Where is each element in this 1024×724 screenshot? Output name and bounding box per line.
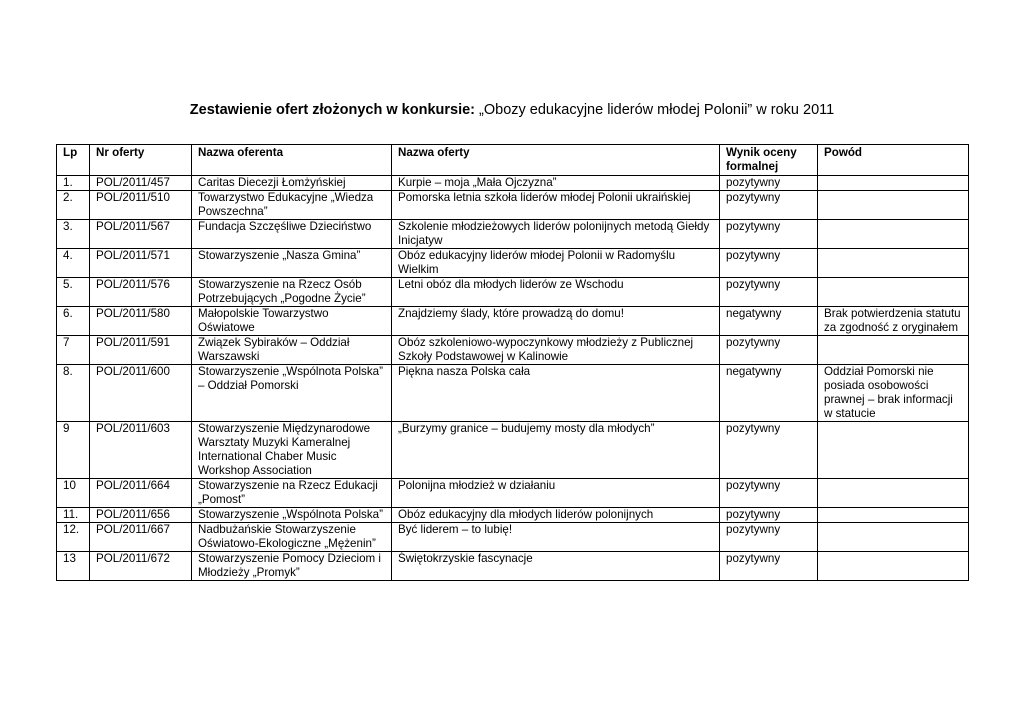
- header-applicant-name: Nazwa oferenta: [192, 145, 392, 176]
- cell-reason: [818, 336, 969, 365]
- cell-lp: 2.: [57, 191, 90, 220]
- cell-lp: 13: [57, 552, 90, 581]
- cell-offer-name: Znajdziemy ślady, które prowadzą do domu!: [392, 307, 720, 336]
- table-row: [57, 552, 969, 581]
- cell-offer-name: „Burzymy granice – budujemy mosty dla młodych”: [392, 422, 720, 479]
- cell-formal-result: negatywny: [720, 365, 818, 422]
- cell-lp: 4.: [57, 249, 90, 278]
- cell-offer-name: Polonijna młodzież w działaniu: [392, 479, 720, 508]
- cell-reason: [818, 479, 969, 508]
- cell-offer-name: Szkolenie młodzieżowych liderów polonijnych metodą Giełdy Inicjatyw: [392, 220, 720, 249]
- cell-applicant-name: Stowarzyszenie „Wspólnota Polska”: [192, 508, 392, 523]
- title-bold-part: Zestawienie ofert złożonych w konkursie:: [189, 102, 476, 118]
- cell-lp: 11.: [57, 508, 90, 523]
- cell-offer-name: Być liderem – to lubię!: [392, 523, 720, 552]
- cell-applicant-name: Nadbużańskie Stowarzyszenie Oświatowo-Ekologiczne „Mężenin”: [192, 523, 392, 552]
- cell-lp: 7: [57, 336, 90, 365]
- table-row: [57, 365, 969, 422]
- cell-offer-number: POL/2011/591: [90, 336, 192, 365]
- cell-reason: [818, 220, 969, 249]
- cell-lp: 10: [57, 479, 90, 508]
- cell-lp: 1.: [57, 176, 90, 191]
- header-reason: Powód: [818, 145, 969, 176]
- table-row: [57, 523, 969, 552]
- cell-applicant-name: Fundacja Szczęśliwe Dzieciństwo: [192, 220, 392, 249]
- cell-offer-number: POL/2011/603: [90, 422, 192, 479]
- cell-offer-number: POL/2011/576: [90, 278, 192, 307]
- cell-offer-number: POL/2011/571: [90, 249, 192, 278]
- cell-reason: [818, 278, 969, 307]
- cell-applicant-name: Stowarzyszenie „Nasza Gmina”: [192, 249, 392, 278]
- cell-applicant-name: Związek Sybiraków – Oddział Warszawski: [192, 336, 392, 365]
- cell-offer-name: Świętokrzyskie fascynacje: [392, 552, 720, 581]
- table-row: [57, 508, 969, 523]
- cell-formal-result: negatywny: [720, 307, 818, 336]
- cell-reason: [818, 176, 969, 191]
- header-formal-result: Wynik oceny formalnej: [720, 145, 818, 176]
- cell-offer-name: Obóz edukacyjny liderów młodej Polonii w Radomyślu Wielkim: [392, 249, 720, 278]
- document-title: [0, 101, 1024, 119]
- cell-formal-result: pozytywny: [720, 191, 818, 220]
- cell-lp: 9: [57, 422, 90, 479]
- cell-offer-number: POL/2011/656: [90, 508, 192, 523]
- cell-formal-result: pozytywny: [720, 278, 818, 307]
- cell-applicant-name: Stowarzyszenie na Rzecz Osób Potrzebujących „Pogodne Życie”: [192, 278, 392, 307]
- cell-reason: [818, 523, 969, 552]
- cell-applicant-name: Towarzystwo Edukacyjne „Wiedza Powszechna”: [192, 191, 392, 220]
- cell-lp: 5.: [57, 278, 90, 307]
- cell-offer-number: POL/2011/667: [90, 523, 192, 552]
- cell-applicant-name: Stowarzyszenie Pomocy Dzieciom i Młodzieży „Promyk”: [192, 552, 392, 581]
- table-row: [57, 176, 969, 191]
- cell-reason: Brak potwierdzenia statutu za zgodność z oryginałem: [818, 307, 969, 336]
- cell-lp: 8.: [57, 365, 90, 422]
- table-row: [57, 249, 969, 278]
- table-row: [57, 278, 969, 307]
- cell-formal-result: pozytywny: [720, 552, 818, 581]
- title-normal-part: „Obozy edukacyjne liderów młodej Polonii” w roku 2011: [475, 102, 835, 118]
- cell-offer-name: Letni obóz dla młodych liderów ze Wschodu: [392, 278, 720, 307]
- cell-formal-result: pozytywny: [720, 336, 818, 365]
- cell-applicant-name: Stowarzyszenie na Rzecz Edukacji „Pomost”: [192, 479, 392, 508]
- cell-reason: [818, 552, 969, 581]
- cell-offer-number: POL/2011/510: [90, 191, 192, 220]
- cell-reason: [818, 422, 969, 479]
- table-row: [57, 479, 969, 508]
- cell-formal-result: pozytywny: [720, 220, 818, 249]
- cell-offer-name: Pomorska letnia szkoła liderów młodej Polonii ukraińskiej: [392, 191, 720, 220]
- offers-table: [56, 144, 969, 581]
- cell-lp: 3.: [57, 220, 90, 249]
- cell-formal-result: pozytywny: [720, 249, 818, 278]
- table-row: [57, 336, 969, 365]
- cell-applicant-name: Małopolskie Towarzystwo Oświatowe: [192, 307, 392, 336]
- cell-formal-result: pozytywny: [720, 479, 818, 508]
- cell-formal-result: pozytywny: [720, 508, 818, 523]
- header-offer-number: Nr oferty: [90, 145, 192, 176]
- cell-offer-number: POL/2011/580: [90, 307, 192, 336]
- cell-reason: [818, 249, 969, 278]
- cell-reason: [818, 508, 969, 523]
- cell-applicant-name: Caritas Diecezji Łomżyńskiej: [192, 176, 392, 191]
- cell-reason: Oddział Pomorski nie posiada osobowości prawnej – brak informacji w statucie: [818, 365, 969, 422]
- header-offer-name: Nazwa oferty: [392, 145, 720, 176]
- table-row: [57, 307, 969, 336]
- cell-formal-result: pozytywny: [720, 523, 818, 552]
- cell-offer-number: POL/2011/457: [90, 176, 192, 191]
- cell-formal-result: pozytywny: [720, 176, 818, 191]
- cell-offer-name: Obóz edukacyjny dla młodych liderów polonijnych: [392, 508, 720, 523]
- cell-lp: 6.: [57, 307, 90, 336]
- cell-offer-number: POL/2011/672: [90, 552, 192, 581]
- table-row: [57, 422, 969, 479]
- cell-offer-number: POL/2011/600: [90, 365, 192, 422]
- header-lp: Lp: [57, 145, 90, 176]
- cell-offer-name: Kurpie – moja „Mała Ojczyzna”: [392, 176, 720, 191]
- table-row: [57, 220, 969, 249]
- cell-applicant-name: Stowarzyszenie Międzynarodowe Warsztaty Muzyki Kameralnej International Chaber Music Workshop Association: [192, 422, 392, 479]
- cell-reason: [818, 191, 969, 220]
- cell-offer-number: POL/2011/664: [90, 479, 192, 508]
- cell-offer-number: POL/2011/567: [90, 220, 192, 249]
- table-row: [57, 191, 969, 220]
- cell-offer-name: Piękna nasza Polska cała: [392, 365, 720, 422]
- table-header-row: [57, 145, 969, 176]
- cell-formal-result: pozytywny: [720, 422, 818, 479]
- cell-lp: 12.: [57, 523, 90, 552]
- cell-offer-name: Obóz szkoleniowo-wypoczynkowy młodzieży z Publicznej Szkoły Podstawowej w Kalinowie: [392, 336, 720, 365]
- cell-applicant-name: Stowarzyszenie „Wspólnota Polska” – Oddział Pomorski: [192, 365, 392, 422]
